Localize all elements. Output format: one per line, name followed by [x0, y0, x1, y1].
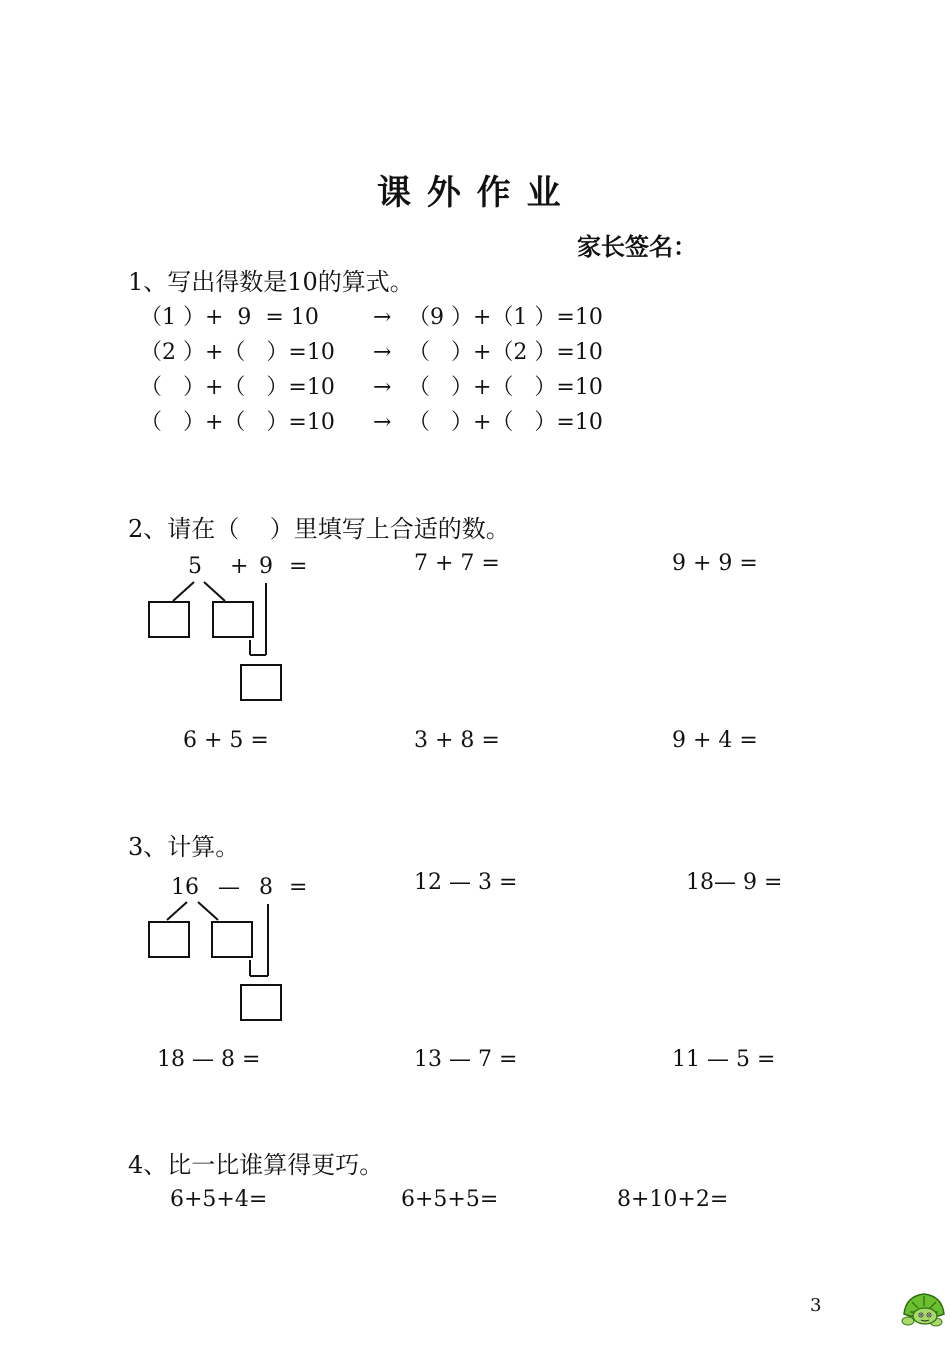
exercise: 9 + 9 = — [672, 551, 758, 576]
arrow-icon: → — [373, 340, 392, 365]
exercise: 11 — 5 = — [672, 1047, 776, 1072]
example-operator: — — [218, 875, 240, 900]
example-right-operand: 9 — [259, 554, 273, 579]
arrow-icon: → — [373, 305, 392, 330]
turtle-icon — [898, 1288, 948, 1330]
exercise: 13 — 7 = — [414, 1047, 518, 1072]
section1-heading: 1、写出得数是10的算式。 — [128, 268, 414, 296]
section4-heading: 4、比一比谁算得更巧。 — [128, 1151, 384, 1179]
parent-signature-label: 家长签名： — [577, 232, 697, 261]
equation-left: （2 ）+（ ）=10 — [140, 340, 335, 365]
equation-left: （ ）+（ ）=10 — [140, 410, 335, 435]
exercise: 7 + 7 = — [414, 551, 500, 576]
exercise: 6+5+4= — [170, 1187, 268, 1212]
exercise: 8+10+2= — [617, 1187, 729, 1212]
example-operator: + — [230, 554, 249, 579]
section3-heading: 3、计算。 — [128, 833, 240, 861]
example-left-operand: 16 — [171, 875, 199, 900]
exercise: 18— 9 = — [686, 870, 783, 895]
equation-right: （ ）+（ ）=10 — [408, 375, 603, 400]
equation-right: （ ）+（ ）=10 — [408, 410, 603, 435]
example-right-operand: 8 — [259, 875, 273, 900]
page-title: 课 外 作 业 — [377, 173, 563, 213]
exercise: 6 + 5 = — [183, 728, 269, 753]
equation-left: （ ）+（ ）=10 — [140, 375, 335, 400]
example-equals: = — [289, 554, 308, 579]
section2-heading: 2、请在（ ）里填写上合适的数。 — [128, 515, 510, 543]
arrow-icon: → — [373, 375, 392, 400]
equation-left: （1 ）+ 9 = 10 — [140, 305, 319, 330]
exercise: 9 + 4 = — [672, 728, 758, 753]
exercise: 3 + 8 = — [414, 728, 500, 753]
equation-right: （9 ）+（1 ）=10 — [408, 305, 603, 330]
answer-box[interactable] — [240, 984, 282, 1021]
arrow-icon: → — [373, 410, 392, 435]
exercise: 12 — 3 = — [414, 870, 518, 895]
exercise: 6+5+5= — [401, 1187, 499, 1212]
answer-box[interactable] — [148, 921, 190, 958]
example-equals: = — [289, 875, 308, 900]
answer-box[interactable] — [211, 921, 253, 958]
example-left-operand: 5 — [188, 554, 202, 579]
exercise: 18 — 8 = — [157, 1047, 261, 1072]
equation-right: （ ）+（2 ）=10 — [408, 340, 603, 365]
page-number: 3 — [810, 1295, 822, 1316]
